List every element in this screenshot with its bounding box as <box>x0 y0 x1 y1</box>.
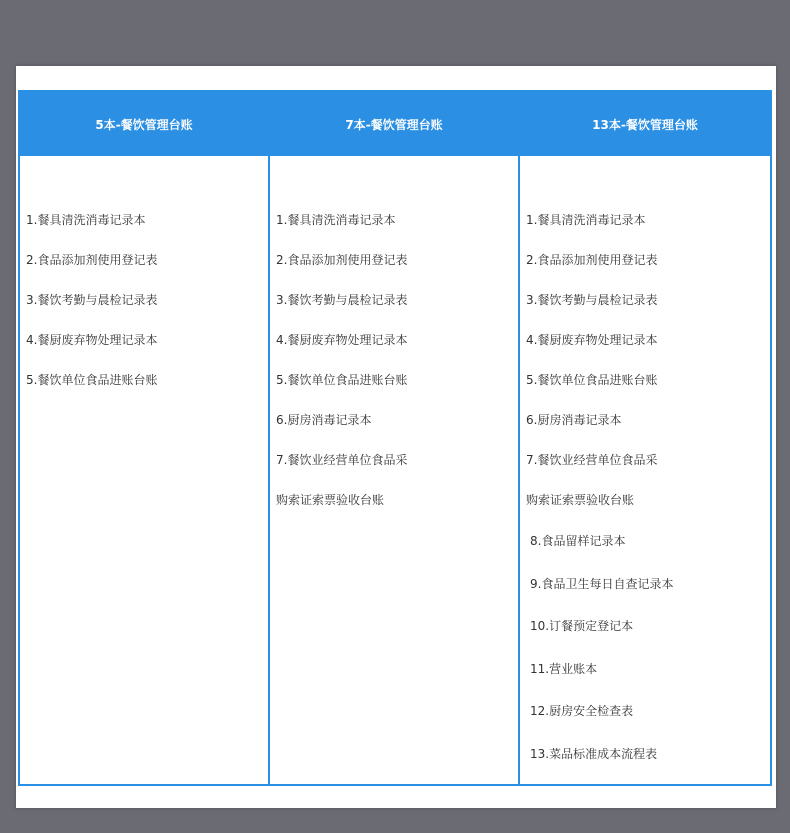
list-item: 2.食品添加剂使用登记表 <box>26 253 158 267</box>
list-item: 3.餐饮考勤与晨检记录表 <box>526 293 658 307</box>
list-item: 7.餐饮业经营单位食品采 <box>276 453 408 467</box>
list-item: 6.厨房消毒记录本 <box>276 413 372 427</box>
list-item: 购索证索票验收台账 <box>526 493 635 507</box>
column-list <box>270 156 518 520</box>
list-item: 12.厨房安全检查表 <box>530 704 634 718</box>
column-list <box>20 156 268 400</box>
list-item: 1.餐具清洗消毒记录本 <box>26 213 146 227</box>
column-7-books <box>270 92 520 784</box>
list-item: 2.食品添加剂使用登记表 <box>526 253 658 267</box>
column-list <box>520 156 770 775</box>
column-13-books <box>520 92 770 784</box>
list-item: 11.营业账本 <box>530 661 598 676</box>
list-item: 8.食品留样记录本 <box>530 534 626 548</box>
list-item: 7.餐饮业经营单位食品采 <box>526 453 658 467</box>
list-item: 2.食品添加剂使用登记表 <box>276 253 408 267</box>
column-header: 7本-餐饮管理台账 <box>270 92 518 156</box>
column-header: 13本-餐饮管理台账 <box>520 92 770 156</box>
list-item: 3.餐饮考勤与晨检记录表 <box>26 293 158 307</box>
list-item: 4.餐厨废弃物处理记录本 <box>526 333 658 347</box>
list-item: 4.餐厨废弃物处理记录本 <box>276 333 408 347</box>
list-item: 5.餐饮单位食品进账台账 <box>526 373 658 387</box>
column-5-books <box>20 92 270 784</box>
ledger-table <box>18 90 772 786</box>
list-item: 1.餐具清洗消毒记录本 <box>276 213 396 227</box>
list-item: 5.餐饮单位食品进账台账 <box>276 373 408 387</box>
list-item: 4.餐厨废弃物处理记录本 <box>26 333 158 347</box>
list-item: 9.食品卫生每日自查记录本 <box>530 576 674 591</box>
list-item: 6.厨房消毒记录本 <box>526 413 622 427</box>
list-item: 10.订餐预定登记本 <box>530 619 634 633</box>
list-item: 1.餐具清洗消毒记录本 <box>526 213 646 227</box>
list-item: 购索证索票验收台账 <box>276 493 385 507</box>
list-item: 5.餐饮单位食品进账台账 <box>26 373 158 387</box>
list-item: 13.菜品标准成本流程表 <box>530 746 658 761</box>
column-header: 5本-餐饮管理台账 <box>20 92 268 156</box>
list-item: 3.餐饮考勤与晨检记录表 <box>276 293 408 307</box>
